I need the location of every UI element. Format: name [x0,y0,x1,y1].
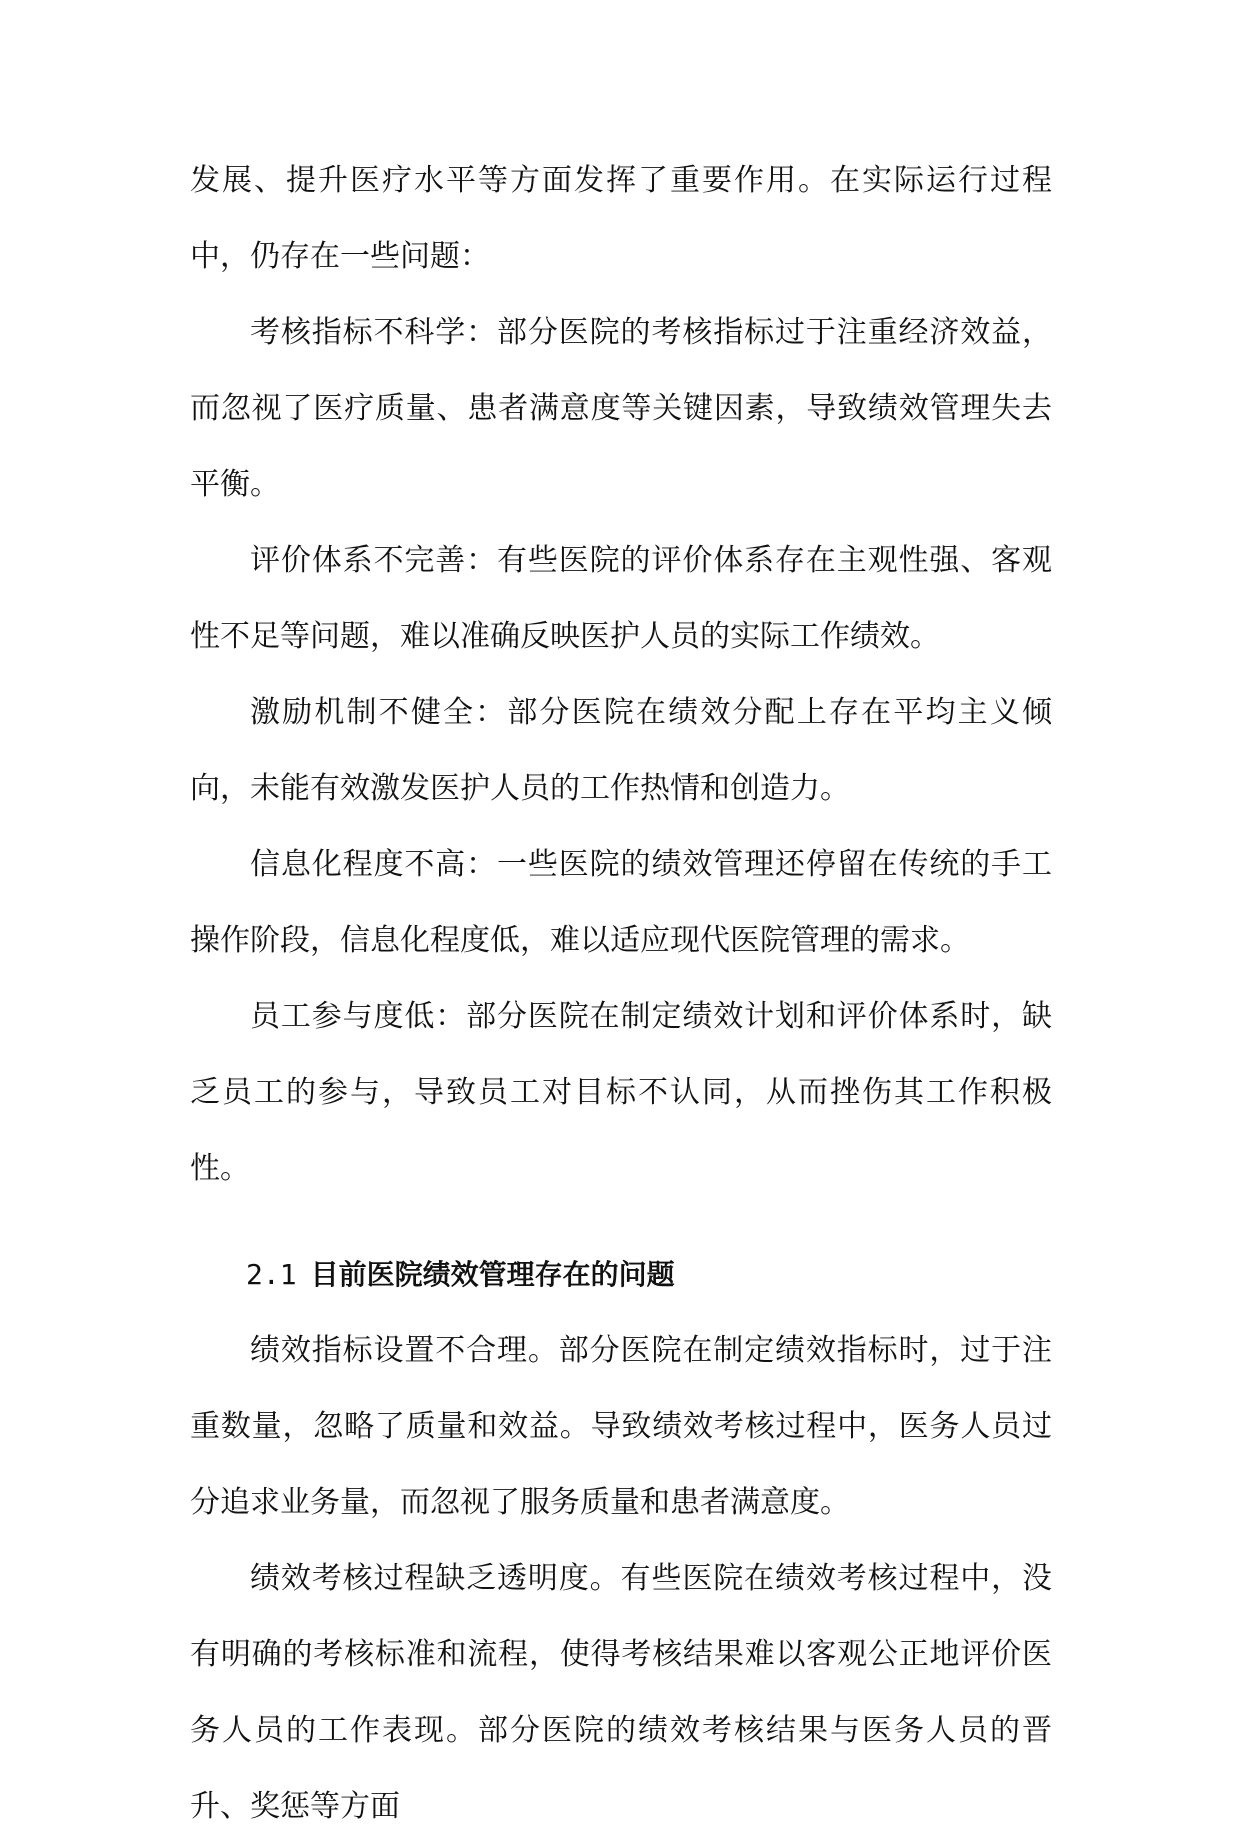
paragraph-continuation: 发展、提升医疗水平等方面发挥了重要作用。在实际运行过程中，仍存在一些问题： [190,163,1052,274]
paragraph-evaluation-system: 评价体系不完善：有些医院的评价体系存在主观性强、客观性不足等问题，难以准确反映医护人员的实际工作绩效。 [190,543,1052,654]
paragraph-employee-participation: 员工参与度低：部分医院在制定绩效计划和评价体系时，缺乏员工的参与，导致员工对目标不认同，从而挫伤其工作积极性。 [190,999,1052,1186]
section-heading [190,1237,1052,1313]
paragraph-transparency: 绩效考核过程缺乏透明度。有些医院在绩效考核过程中，没有明确的考核标准和流程，使得考核结果难以客观公正地评价医务人员的工作表现。部分医院的绩效考核结果与医务人员的晋升、奖惩等方面 [190,1561,1052,1824]
paragraph-assessment-indicators: 考核指标不科学：部分医院的考核指标过于注重经济效益，而忽视了医疗质量、患者满意度等关键因素，导致绩效管理失去平衡。 [190,315,1052,502]
paragraph-informatization: 信息化程度不高：一些医院的绩效管理还停留在传统的手工操作阶段，信息化程度低，难以适应现代医院管理的需求。 [190,847,1052,958]
paragraph-incentive-mechanism: 激励机制不健全：部分医院在绩效分配上存在平均主义倾向，未能有效激发医护人员的工作热情和创造力。 [190,695,1052,806]
paragraph-indicator-setting: 绩效指标设置不合理。部分医院在制定绩效指标时，过于注重数量，忽略了质量和效益。导致绩效考核过程中，医务人员过分追求业务量，而忽视了服务质量和患者满意度。 [190,1333,1052,1520]
section-title: 目前医院绩效管理存在的问题 [310,1258,675,1291]
document-body [190,143,1052,1845]
section-number: 2.1 [246,1258,297,1291]
